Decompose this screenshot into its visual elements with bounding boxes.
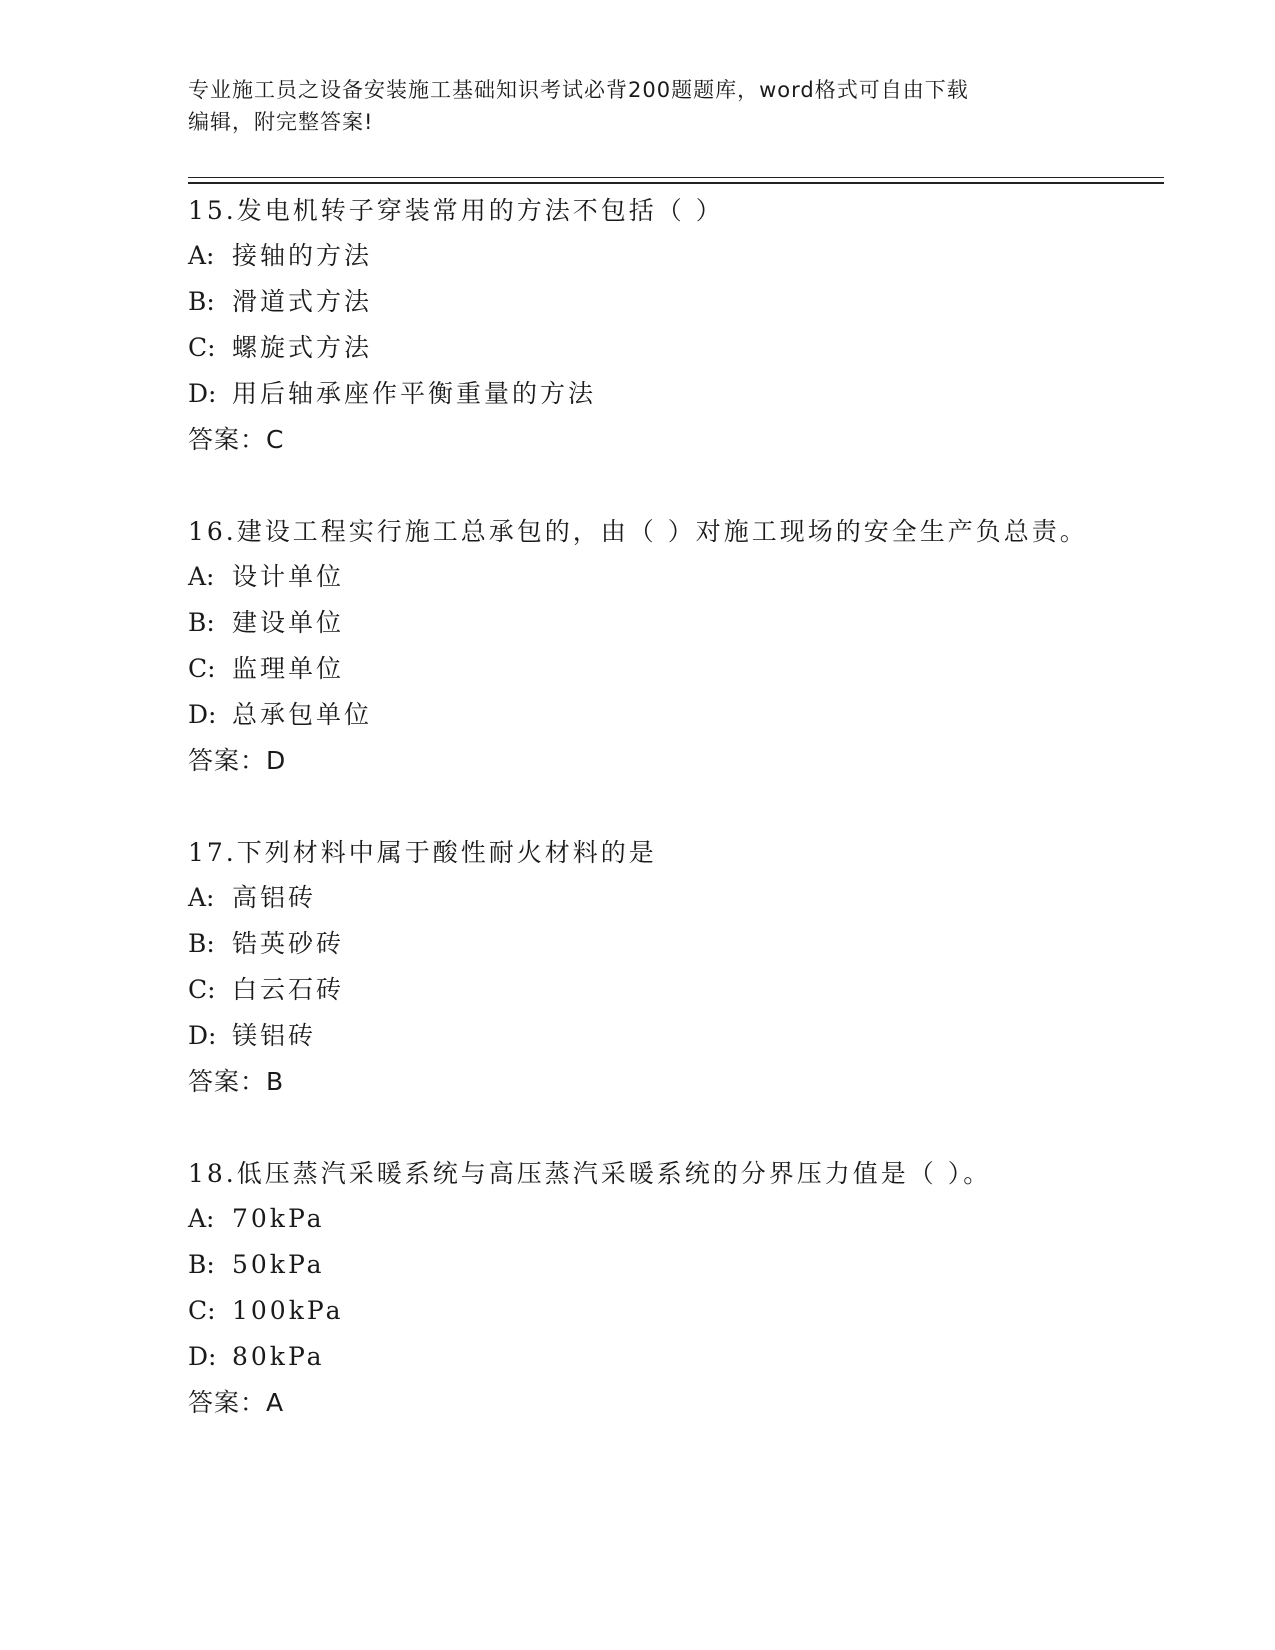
option-text: 设计单位	[232, 562, 345, 591]
option-text: 用后轴承座作平衡重量的方法	[232, 379, 597, 408]
question-18	[188, 1151, 1088, 1426]
option-key: D:	[188, 1342, 217, 1371]
option-key: C:	[188, 333, 216, 362]
option-a	[188, 875, 1088, 921]
option-text: 镁铝砖	[232, 1021, 317, 1050]
option-text: 锆英砂砖	[232, 929, 345, 958]
question-stem: 17.下列材料中属于酸性耐火材料的是	[188, 838, 657, 867]
option-b	[188, 1242, 1088, 1288]
option-text: 80kPa	[232, 1342, 325, 1371]
option-d	[188, 692, 1088, 738]
option-text: 70kPa	[232, 1204, 325, 1233]
option-c	[188, 967, 1088, 1013]
option-b	[188, 279, 1088, 325]
option-key: B:	[188, 287, 215, 316]
option-text: 滑道式方法	[232, 287, 373, 316]
question-list	[188, 188, 1088, 1472]
option-key: D:	[188, 1021, 217, 1050]
option-key: A:	[188, 1204, 215, 1233]
question-16	[188, 509, 1088, 784]
question-stem: 18.低压蒸汽采暖系统与高压蒸汽采暖系统的分界压力值是（ ）。	[188, 1159, 992, 1188]
option-key: C:	[188, 975, 216, 1004]
header-title-line-1: 专业施工员之设备安装施工基础知识考试必背200题题库，word格式可自由下载	[188, 78, 969, 102]
option-c	[188, 1288, 1088, 1334]
header-divider-thin	[188, 177, 1164, 178]
answer-line: 答案：B	[188, 1067, 285, 1096]
document-header	[188, 74, 1088, 138]
option-d	[188, 1013, 1088, 1059]
option-key: A:	[188, 241, 215, 270]
question-17	[188, 830, 1088, 1105]
option-text: 总承包单位	[232, 700, 373, 729]
option-d	[188, 371, 1088, 417]
question-stem: 16.建设工程实行施工总承包的，由（ ）对施工现场的安全生产负总责。	[188, 517, 1088, 546]
option-a	[188, 233, 1088, 279]
option-b	[188, 600, 1088, 646]
answer-line: 答案：A	[188, 1388, 285, 1417]
option-key: B:	[188, 1250, 215, 1279]
option-c	[188, 325, 1088, 371]
question-15	[188, 188, 1088, 463]
option-d	[188, 1334, 1088, 1380]
answer-line: 答案：D	[188, 746, 287, 775]
option-b	[188, 921, 1088, 967]
option-text: 监理单位	[232, 654, 345, 683]
option-key: B:	[188, 929, 215, 958]
option-text: 建设单位	[232, 608, 345, 637]
option-key: A:	[188, 562, 215, 591]
option-key: B:	[188, 608, 215, 637]
option-a	[188, 554, 1088, 600]
option-text: 50kPa	[232, 1250, 325, 1279]
option-a	[188, 1196, 1088, 1242]
option-text: 螺旋式方法	[232, 333, 373, 362]
option-key: D:	[188, 700, 217, 729]
option-text: 高铝砖	[232, 883, 317, 912]
question-stem: 15.发电机转子穿装常用的方法不包括（ ）	[188, 196, 724, 225]
option-text: 100kPa	[232, 1296, 344, 1325]
option-key: D:	[188, 379, 217, 408]
option-text: 接轴的方法	[232, 241, 373, 270]
header-divider-thick	[188, 182, 1164, 184]
option-text: 白云石砖	[232, 975, 345, 1004]
option-key: C:	[188, 654, 216, 683]
option-c	[188, 646, 1088, 692]
answer-line: 答案：C	[188, 425, 285, 454]
option-key: A:	[188, 883, 215, 912]
option-key: C:	[188, 1296, 216, 1325]
header-title-line-2: 编辑，附完整答案!	[188, 110, 374, 134]
